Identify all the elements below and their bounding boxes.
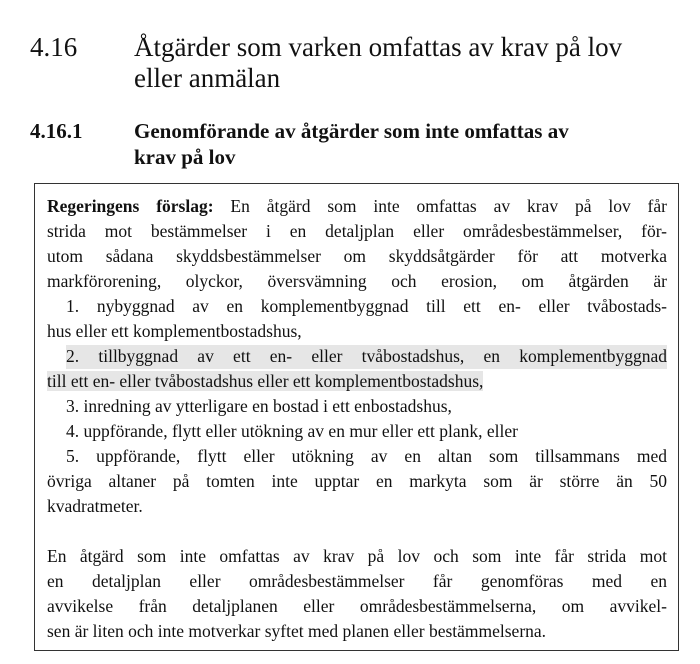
list-item-line: kvadratmeter. — [47, 496, 143, 516]
proposal-intro-line: strida mot bestämmelser i en detaljplan eller områdesbestämmelser, för- — [47, 221, 667, 241]
list-item-line: 2. tillbyggnad av ett en- eller tvåbostadshus, en komplementbyggnad — [66, 345, 667, 369]
closing-paragraph-line: avvikelse från detaljplanen eller områdesbestämmelserna, om avvikel- — [47, 596, 667, 616]
subsection-number: 4.16.1 — [30, 119, 83, 143]
proposal-intro-line: Regeringens förslag: En åtgärd som inte omfattas av krav på lov får — [47, 196, 667, 216]
subsection-title-line: krav på lov — [134, 145, 236, 169]
closing-paragraph-line: En åtgärd som inte omfattas av krav på lov och som inte får strida mot — [47, 546, 667, 566]
list-item-line: 3. inredning av ytterligare en bostad i ett enbostadshus, — [66, 396, 452, 416]
proposal-label: Regeringens förslag: — [47, 196, 214, 216]
section-number: 4.16 — [30, 32, 78, 62]
proposal-box — [34, 183, 679, 651]
list-item-line: 1. nybyggnad av en komplementbyggnad till ett en- eller tvåbostads- — [66, 296, 667, 316]
proposal-intro-line: markförorening, olyckor, översvämning och erosion, om åtgärden är — [47, 271, 667, 291]
list-item-line: övriga altaner på tomten inte upptar en markyta som är större än 50 — [47, 471, 667, 491]
subsection-title-line: Genomförande av åtgärder som inte omfattas av — [134, 119, 569, 143]
list-item-line: hus eller ett komplementbostadshus, — [47, 321, 302, 341]
subsection-title — [134, 118, 694, 170]
closing-paragraph-line: sen är liten och inte motverkar syftet med planen eller bestämmelserna. — [47, 621, 547, 641]
section-title-line: eller anmälan — [134, 63, 281, 93]
closing-paragraph-line: en detaljplan eller områdesbestämmelser får genomföras med en — [47, 571, 667, 591]
list-item-line: till ett en- eller tvåbostadshus eller ett komplementbostadshus, — [47, 371, 484, 391]
list-item-line: 5. uppförande, flytt eller utökning av en altan som tillsammans med — [66, 446, 667, 466]
proposal-intro-line: utom sådana skyddsbestämmelser om skyddsåtgärder för att motverka — [47, 246, 667, 266]
section-title-line: Åtgärder som varken omfattas av krav på lov — [134, 32, 623, 62]
list-item-line: 4. uppförande, flytt eller utökning av en mur eller ett plank, eller — [66, 421, 518, 441]
section-title — [134, 32, 694, 94]
